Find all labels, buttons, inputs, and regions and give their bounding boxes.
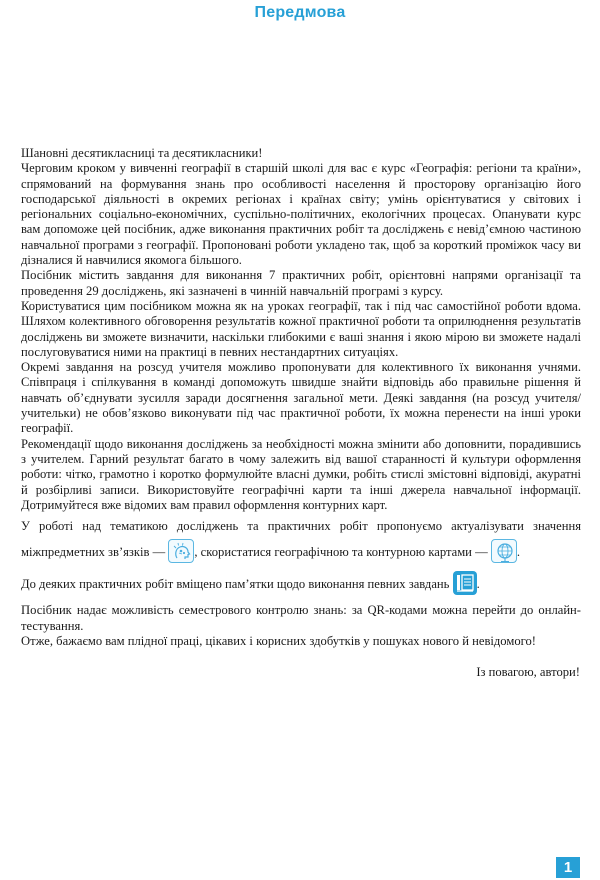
interdisciplinary-head-icon	[168, 539, 194, 563]
icons-text-middle: , скористатися географічною та контурною картами —	[194, 545, 488, 560]
page-title: Передмова	[254, 4, 346, 21]
paragraph-qr: Посібник надає можливість семестрового контролю знань: за QR-кодами можна перейти до онлайн-тестування.	[21, 603, 581, 633]
memo-text-end: .	[476, 577, 480, 592]
paragraph-1: Черговим кроком у вивченні географії в старшій школі для вас є курс «Географія: регіони та країни», спрямований на формування знань про особливості населення й просторову організацію його господарської діяльності в окремих регіонах і країнах світу; умінь орієнтуватися у світових і регіональних соціально-економічних, суспільно-політичних, екологічних процесах. Опанувати курс вам допоможе цей посібник, адже виконання практичних робіт та досліджень є невід’ємною частиною навчальної програми з географії. Пропоновані роботи укладено так, щоб за короткий проміжок часу ви дізналися й навчилися якомога більшого.	[21, 161, 581, 268]
paragraph-memo	[21, 571, 581, 597]
globe-map-icon	[491, 539, 517, 563]
greeting: Шановні десятикласниці та десятикласники!	[21, 146, 263, 160]
memo-text: До деяких практичних робіт вміщено пам’ятки щодо виконання певних завдань	[21, 577, 450, 592]
signoff: Із повагою, автори!	[476, 665, 580, 679]
paragraph-4: Окремі завдання на розсуд учителя можливо пропонувати для колективного їх виконання учнями. Співпраця і спілкування в команді допоможуть швидше знайти відповідь або правильне рішення й навчать об’єднувати зусилля заради досягнення загальної мети. Деякі завдання (на розсуд учителя/учительки) не обов’язково виконувати під час практичної роботи, їх можна перенести на інші уроки географії.	[21, 360, 581, 436]
icons-text-before: У роботі над тематикою досліджень та практичних робіт пропонуємо актуалізувати значення міжпредметних зв’язків —	[21, 519, 581, 560]
page-number: 1	[556, 857, 580, 878]
paragraph-icons	[21, 513, 581, 565]
memo-book-icon	[453, 571, 477, 595]
paragraph-wishes: Отже, бажаємо вам плідної праці, цікавих і корисних здобутків у пошуках нового й невідомого!	[21, 633, 536, 648]
paragraph-2: Посібник містить завдання для виконання 7 практичних робіт, орієнтовні напрями організації та проведення 29 досліджень, які зазначені в чинній навчальній програмі з курсу.	[21, 268, 581, 298]
preface-body	[21, 146, 581, 649]
paragraph-3: Користуватися цим посібником можна як на уроках географії, так і під час самостійної роботи вдома. Шляхом колективного обговорення результатів кожної практичної роботи та оприлюднення результатів досліджень ви зможете визначити, наскільки глибокими є ваші знання і якою мірою ви зможете надалі послуговуватися ними на практиці в певних нестандартних ситуаціях.	[21, 298, 581, 359]
paragraph-5: Рекомендації щодо виконання досліджень за необхідності можна змінити або доповнити, порадившись з учителем. Гарний результат багато в чому залежить від вашої старанності й культури оформлення роботи: чітко, грамотно і коротко формулюйте власні думки, робіть стислі змістовні відповіді, акуратні й розбірливі записи. Використовуйте географічні карти та інші джерела навчальної інформації. Дотримуйтеся вже відомих вам правил оформлення контурних карт.	[21, 436, 581, 512]
icons-text-end: .	[516, 545, 520, 560]
